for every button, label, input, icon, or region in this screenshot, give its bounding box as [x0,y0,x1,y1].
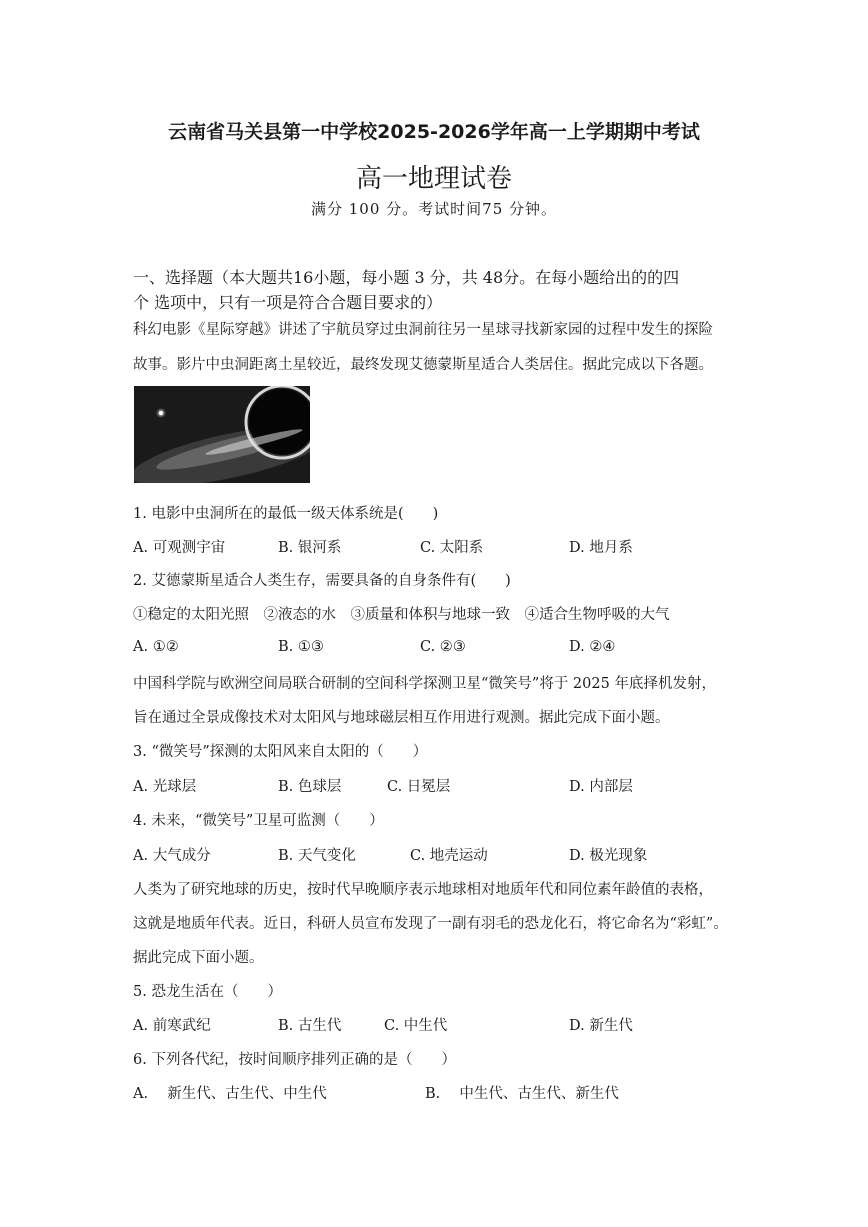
black-hole-illustration [134,386,310,483]
exam-title: 云南省马关县第一中学校2025-2026学年高一上学期期中考试 [168,121,700,143]
section-heading-line2: 个 选项中，只有一项是符合合题目要求的） [133,293,443,312]
question-1-option-d[interactable]: D. 地月系 [569,540,633,556]
subject-title: 高一地理试卷 [355,164,512,194]
question-4-option-b[interactable]: B. 天气变化 [278,848,356,864]
question-2-option-c[interactable]: C. ②③ [420,639,466,655]
passage1-line2: 故事。影片中虫洞距离土星较近，最终发现艾德蒙斯星适合人类居住。据此完成以下各题。 [133,357,713,373]
passage3-line2: 这就是地质年代表。近日，科研人员宣布发现了一副有羽毛的恐龙化石，将它命名为“彩虹”。 [133,916,728,932]
question-3-option-c[interactable]: C. 日冕层 [387,779,451,795]
question-4-option-d[interactable]: D. 极光现象 [569,848,648,864]
question-2-option-b[interactable]: B. ①③ [278,639,324,655]
wormhole-image [134,386,310,483]
question-4-option-a[interactable]: A. 大气成分 [133,848,211,864]
question-1-stem: 1. 电影中虫洞所在的最低一级天体系统是( ) [133,506,439,522]
question-4-option-c[interactable]: C. 地壳运动 [410,848,488,864]
question-2-conditions: ①稳定的太阳光照 ②液态的水 ③质量和体积与地球一致 ④适合生物呼吸的大气 [133,607,670,623]
question-6-option-b[interactable]: B. 中生代、古生代、新生代 [425,1086,619,1102]
question-3-option-d[interactable]: D. 内部层 [569,779,633,795]
question-1-option-a[interactable]: A. 可观测宇宙 [133,540,226,556]
passage2-line1: 中国科学院与欧洲空间局联合研制的空间科学探测卫星“微笑号”将于 2025 年底择机发射， [133,676,716,692]
question-5-option-b[interactable]: B. 古生代 [278,1018,342,1034]
passage3-line3: 据此完成下面小题。 [133,950,264,966]
question-3-option-b[interactable]: B. 色球层 [278,779,342,795]
passage1-line1: 科幻电影《星际穿越》讲述了宇航员穿过虫洞前往另一星球寻找新家园的过程中发生的探险 [133,322,713,338]
section-heading-line1: 一、选择题（本大题共16小题，每小题 3 分，共 48分。在每小题给出的的四 [133,268,680,287]
question-5-option-a[interactable]: A. 前寒武纪 [133,1018,211,1034]
question-3-stem: 3. “微笑号”探测的太阳风来自太阳的（ ） [133,744,428,760]
question-5-option-d[interactable]: D. 新生代 [569,1018,633,1034]
question-1-option-c[interactable]: C. 太阳系 [420,540,484,556]
question-6-option-a[interactable]: A. 新生代、古生代、中生代 [133,1086,327,1102]
question-2-option-d[interactable]: D. ②④ [569,639,616,655]
question-6-stem: 6. 下列各代纪，按时间顺序排列正确的是（ ） [133,1052,456,1068]
question-3-option-a[interactable]: A. 光球层 [133,779,197,795]
question-2-stem: 2. 艾德蒙斯星适合人类生存，需要具备的自身条件有( ) [133,573,511,589]
question-5-option-c[interactable]: C. 中生代 [384,1018,448,1034]
question-2-option-a[interactable]: A. ①② [133,639,179,655]
question-4-stem: 4. 未来，“微笑号”卫星可监测（ ） [133,813,384,829]
passage2-line2: 旨在通过全景成像技术对太阳风与地球磁层相互作用进行观测。据此完成下面小题。 [133,710,670,726]
passage3-line1: 人类为了研究地球的历史，按时代早晚顺序表示地球相对地质年代和同位素年龄值的表格， [133,882,713,898]
question-1-option-b[interactable]: B. 银河系 [278,540,342,556]
exam-info: 满分 100 分。考试时间75 分钟。 [310,200,558,218]
question-5-stem: 5. 恐龙生活在（ ） [133,984,282,1000]
